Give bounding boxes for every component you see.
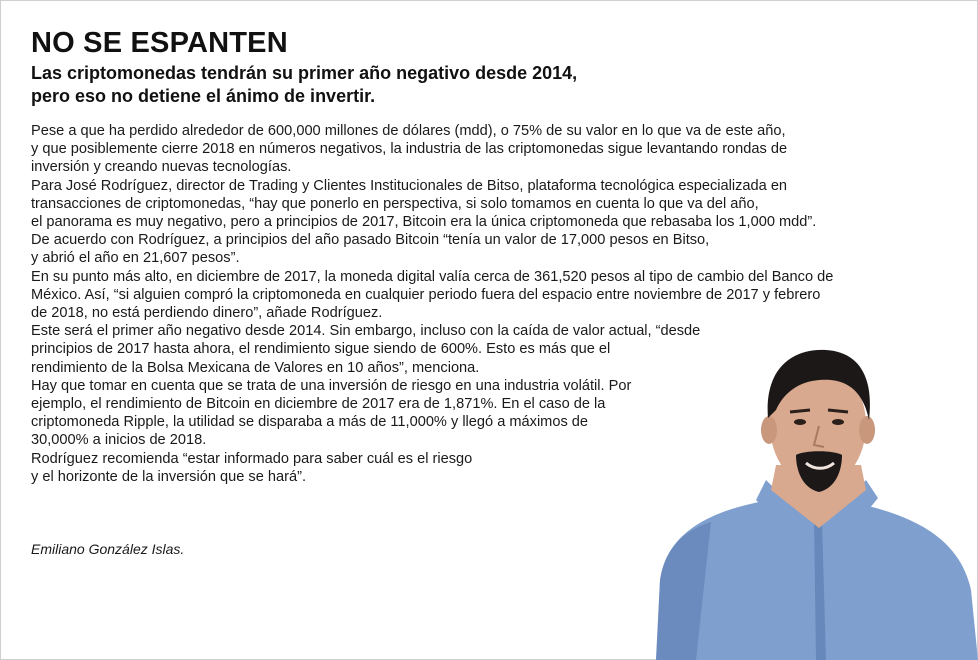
body-line: Rodríguez recomienda “estar informado para saber cuál es el riesgo xyxy=(31,450,473,467)
body-line: ejemplo, el rendimiento de Bitcoin en diciembre de 2017 era de 1,871%. En el caso de la xyxy=(31,396,606,413)
body-line: el panorama es muy negativo, pero a principios de 2017, Bitcoin era la única criptomoneda que rebasaba los 1,000 mdd”. xyxy=(31,214,817,231)
ear xyxy=(761,416,777,444)
portrait-photo xyxy=(626,330,978,660)
eyebrow xyxy=(828,410,848,412)
subheadline xyxy=(31,62,731,108)
ear xyxy=(859,416,875,444)
body-line: de 2018, no está perdiendo dinero”, añade Rodríguez. xyxy=(31,305,383,322)
body-line: En su punto más alto, en diciembre de 2017, la moneda digital valía cerca de 361,520 pesos al tipo de cambio del Banco de xyxy=(31,268,834,285)
eye xyxy=(794,419,806,425)
body-line: Este será el primer año negativo desde 2014. Sin embargo, incluso con la caída de valor actual, “desde xyxy=(31,323,701,340)
body-line: principios de 2017 hasta ahora, el rendimiento sigue siendo de 600%. Esto es más que el xyxy=(31,341,611,358)
body-line: rendimiento de la Bolsa Mexicana de Valores en 10 años”, menciona. xyxy=(31,359,480,376)
body-line: Para José Rodríguez, director de Trading y Clientes Institucionales de Bitso, plataforma tecnológica especializada en xyxy=(31,177,788,194)
body-line: Hay que tomar en cuenta que se trata de una inversión de riesgo en una industria volátil. Por xyxy=(31,377,632,394)
body-line: criptomoneda Ripple, la utilidad se disparaba a más de 11,000% y llegó a máximos de xyxy=(31,414,589,431)
body-line: y el horizonte de la inversión que se hará”. xyxy=(31,468,307,485)
body-line: México. Así, “si alguien compró la criptomoneda en cualquier periodo fuera del espacio entre noviembre de 2017 y febrero xyxy=(31,286,821,303)
eye xyxy=(832,419,844,425)
body-line: De acuerdo con Rodríguez, a principios del año pasado Bitcoin “tenía un valor de 17,000 pesos en Bitso, xyxy=(31,232,710,249)
eyebrow xyxy=(790,410,810,412)
body-line: Pese a que ha perdido alrededor de 600,000 millones de dólares (mdd), o 75% de su valor en lo que va de este año, xyxy=(31,123,786,139)
body-line: y que posiblemente cierre 2018 en números negativos, la industria de las criptomonedas sigue levantando rondas de xyxy=(31,141,788,158)
body-line: transacciones de criptomonedas, “hay que ponerlo en perspectiva, si solo tomamos en cuenta lo que va del año, xyxy=(31,195,759,212)
headline: NO SE ESPANTEN xyxy=(31,27,288,59)
subhead-line: pero eso no detiene el ánimo de invertir. xyxy=(31,86,376,106)
body-line: y abrió el año en 21,607 pesos”. xyxy=(31,250,240,267)
body-line: inversión y creando nuevas tecnologías. xyxy=(31,159,292,176)
author-byline: Emiliano González Islas. xyxy=(31,541,185,557)
body-line: 30,000% a inicios de 2018. xyxy=(31,432,207,449)
subhead-line: Las criptomonedas tendrán su primer año negativo desde 2014, xyxy=(31,63,578,83)
